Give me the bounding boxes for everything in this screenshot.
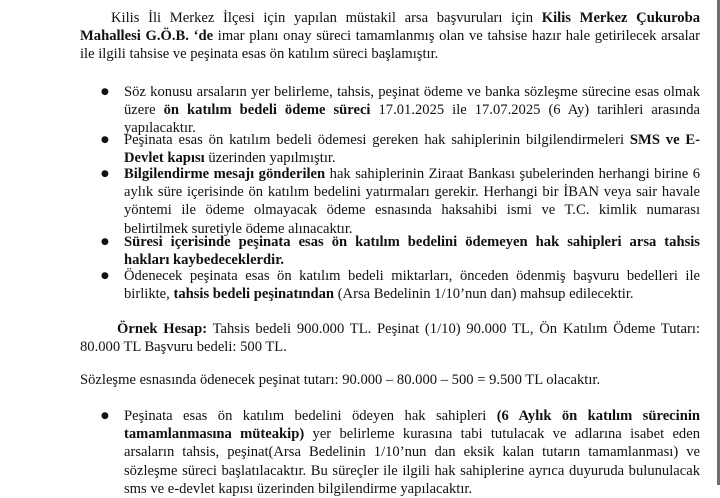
bullet-item-lottery (101, 407, 700, 498)
bullet-bold: SMS ve E-Devlet kapısı (124, 132, 700, 167)
example-text: Tahsis bedeli 900.000 TL. Peşinat (1/10) 90.000 TL, Ön Katılım Ödeme Tutarı: 80.000 TL Başvuru bedeli: 500 TL. (80, 321, 701, 356)
intro-text-2: imar planı onay süreci tamamlanmış olan ve tahsise hazır hale getirilecek arsalar ile ilgili tahsise ve peşinata esas ön katılım süreci başlamıştır. (80, 28, 700, 63)
bullet-item-notification (101, 131, 700, 167)
bullet-bold: Süresi içerisinde peşinata esas ön katılım bedelini ödemeyen hak sahipleri arsa tahsis hakları kaybedeceklerdir. (124, 234, 700, 269)
bullet-dot: ● (101, 135, 109, 145)
bullet-dot: ● (101, 411, 109, 421)
bullet-text: (Arsa Bedelinin 1/10’nun dan) mahsup edilecektir. (334, 286, 634, 303)
bullet-text: hak sahiplerinin Ziraat Bankası şubelerinden herhangi birine 6 aylık süre içerisinde ön katılım bedelini yatırmaları gerekir. Herhangi bir İBAN veya sair havale yöntemi ile ödeme olmayacak ödeme esnasında haksahibi ismi ve T.C. kimlik numarası belirtilmek suretiyle ödeme alınacaktır. (124, 166, 700, 237)
bullet-bold: (6 Aylık ön katılım sürecinin tamamlanmasına müteakip) (124, 408, 700, 443)
bullet-text: yer belirleme kurasına tabi tutulacak ve adlarına isabet eden arsaların tahsis, peşinat(Arsa Bedelinin 1/10’nun dan eksik kalan tutarın tamamlanması) ve sözleşme süreci başlatılacaktır. Bu süreçler ile ilgili hak sahiplerine ayrıca duyuruda bulunulacak sms ve e-devlet kapısı üzerinden bilgilendirme yapılacaktır. (124, 426, 700, 497)
bullet-dot: ● (101, 87, 109, 97)
bullet-text: Peşinata esas ön katılım bedeli ödemesi gereken hak sahiplerinin bilgilendirmeleri (124, 132, 630, 148)
bullet-item-loss-of-rights (101, 233, 700, 269)
bullet-text: Peşinata esas ön katılım bedelini ödeyen hak sahipleri (124, 408, 497, 424)
contract-payment-line: Sözleşme esnasında ödenecek peşinat tutarı: 90.000 – 80.000 – 500 = 9.500 TL olacaktır. (80, 372, 601, 388)
bullet-text: 17.01.2025 ile 17.07.2025 (6 Ay) tarihleri arasında yapılacaktır. (124, 102, 700, 137)
bullet-dot: ● (101, 271, 109, 281)
bullet-item-deduction (101, 267, 700, 303)
bullet-dot: ● (101, 169, 109, 179)
bullet-item-bank-payment (101, 165, 700, 238)
bullet-item-payment-period (101, 83, 700, 138)
bullet-dot: ● (101, 237, 109, 247)
example-label: Örnek Hesap: (117, 321, 208, 337)
intro-paragraph (80, 9, 700, 64)
intro-bold-location: Kilis Merkez Çukuroba Mahallesi G.Ö.B. ‘de (80, 10, 700, 45)
example-calculation (80, 320, 700, 356)
bullet-text: Söz konusu arsaların yer belirleme, tahsis, peşinat ödeme ve banka sözleşme sürecine esas olmak üzere (124, 84, 700, 119)
bullet-bold: Bilgilendirme mesajı gönderilen (124, 166, 326, 182)
bullet-text: Ödenecek peşinata esas ön katılım bedeli miktarları, önceden ödenmiş başvuru bedelleri ile birlikte, (124, 268, 700, 303)
bullet-text: üzerinden yapılmıştır. (204, 150, 336, 167)
bullet-bold: tahsis bedeli peşinatından (173, 286, 335, 303)
intro-text-1: Kilis İli Merkez İlçesi için yapılan müstakil arsa başvuruları için (111, 10, 542, 26)
bullet-bold: ön katılım bedeli ödeme süreci (163, 102, 371, 119)
